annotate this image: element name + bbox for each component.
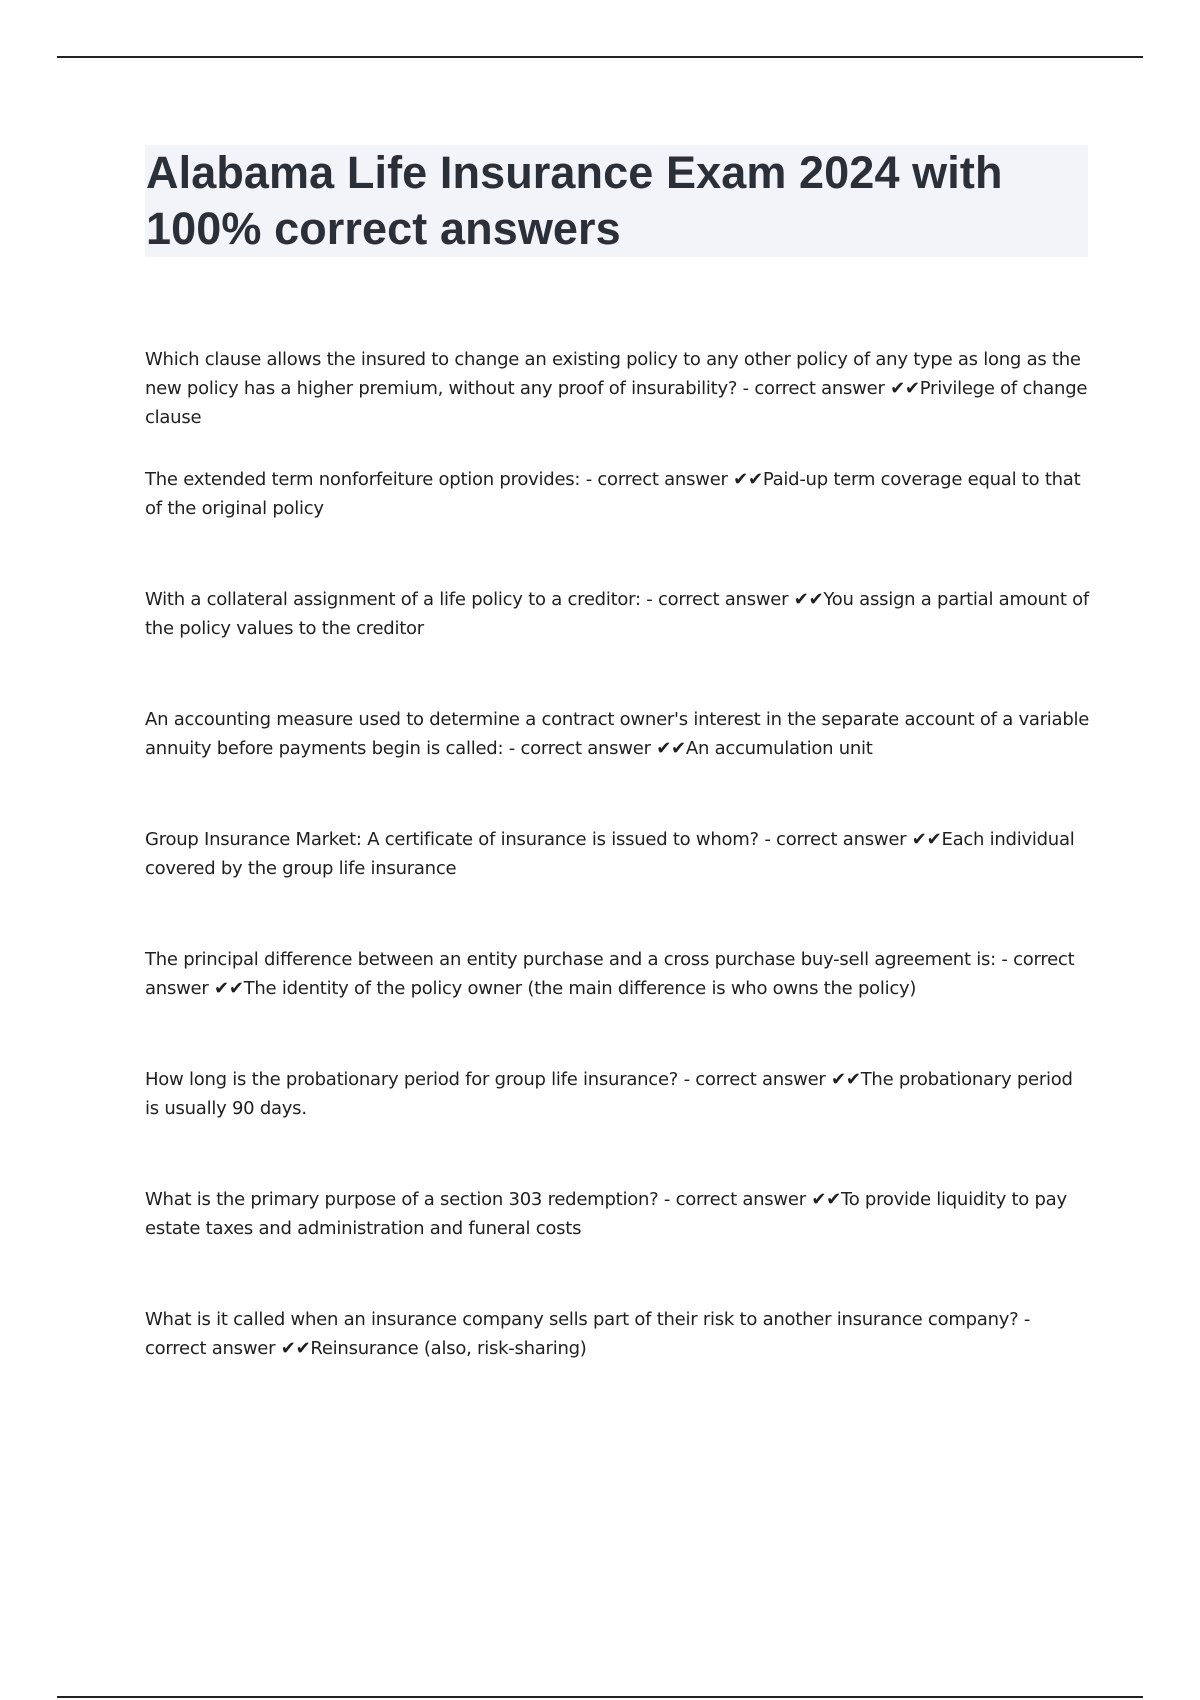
- question-text: Which clause allows the insured to change an existing policy to any other policy of any type as long as the new policy has a higher premium, without any proof of insurability?: [145, 349, 1081, 399]
- qa-item: [145, 1065, 1090, 1185]
- question-text: Group Insurance Market: A certificate of insurance is issued to whom?: [145, 829, 759, 850]
- checkmark-icon: ✔✔: [733, 469, 763, 490]
- qa-item: [145, 465, 1090, 585]
- answer-text: The probationary period is usually 90 days.: [145, 1069, 1073, 1119]
- answer-text: Privilege of change clause: [145, 378, 1088, 428]
- qa-item: [145, 825, 1090, 945]
- answer-separator: - correct answer: [758, 829, 912, 850]
- question-text: What is the primary purpose of a section 303 redemption?: [145, 1189, 659, 1210]
- question-text: An accounting measure used to determine a contract owner's interest in the separate account of a variable annuity before payments begin is called:: [145, 709, 1090, 759]
- checkmark-icon: ✔✔: [213, 978, 244, 999]
- checkmark-icon: ✔✔: [793, 589, 824, 610]
- qa-item: [145, 705, 1090, 825]
- document-title: Alabama Life Insurance Exam 2024 with 100% correct answers: [146, 147, 1003, 254]
- checkmark-icon: ✔✔: [280, 1338, 311, 1359]
- checkmark-icon: ✔✔: [831, 1069, 861, 1090]
- question-text: The principal difference between an entity purchase and a cross purchase buy-sell agreement is:: [145, 949, 996, 970]
- answer-separator: - correct answer: [678, 1069, 832, 1090]
- checkmark-icon: ✔✔: [811, 1189, 842, 1210]
- checkmark-icon: ✔✔: [656, 738, 686, 759]
- bottom-divider: [57, 1696, 1143, 1698]
- answer-text: To provide liquidity to pay estate taxes and administration and funeral costs: [145, 1189, 1067, 1239]
- answer-separator: - correct answer: [658, 1189, 812, 1210]
- answer-text: Paid-up term coverage equal to that of the original policy: [145, 469, 1081, 519]
- answer-separator: - correct answer: [503, 738, 657, 759]
- answer-text: An accumulation unit: [685, 738, 873, 759]
- qa-item: [145, 945, 1090, 1065]
- qa-item: [145, 1185, 1090, 1305]
- answer-text: Reinsurance (also, risk-sharing): [310, 1338, 587, 1359]
- answer-text: The identity of the policy owner (the main difference is who owns the policy): [243, 978, 917, 999]
- answer-text: Each individual covered by the group life insurance: [145, 829, 1075, 879]
- qa-item: [145, 345, 1090, 465]
- answer-text: You assign a partial amount of the policy values to the creditor: [145, 589, 1089, 639]
- top-divider: [57, 56, 1143, 58]
- answer-separator: - correct answer: [145, 949, 1075, 999]
- answer-separator: - correct answer: [580, 469, 734, 490]
- answer-separator: - correct answer: [145, 1309, 1031, 1359]
- question-text: What is it called when an insurance company sells part of their risk to another insurance company?: [145, 1309, 1019, 1330]
- qa-item: [145, 585, 1090, 705]
- question-text: How long is the probationary period for group life insurance?: [145, 1069, 679, 1090]
- answer-separator: - correct answer: [640, 589, 794, 610]
- question-text: With a collateral assignment of a life policy to a creditor:: [145, 589, 641, 610]
- qa-item: [145, 1305, 1090, 1425]
- checkmark-icon: ✔✔: [911, 829, 942, 850]
- checkmark-icon: ✔✔: [890, 378, 920, 399]
- question-text: The extended term nonforfeiture option provides:: [145, 469, 581, 490]
- qa-list: [145, 345, 1090, 1425]
- title-block: [145, 145, 1088, 257]
- answer-separator: - correct answer: [737, 378, 891, 399]
